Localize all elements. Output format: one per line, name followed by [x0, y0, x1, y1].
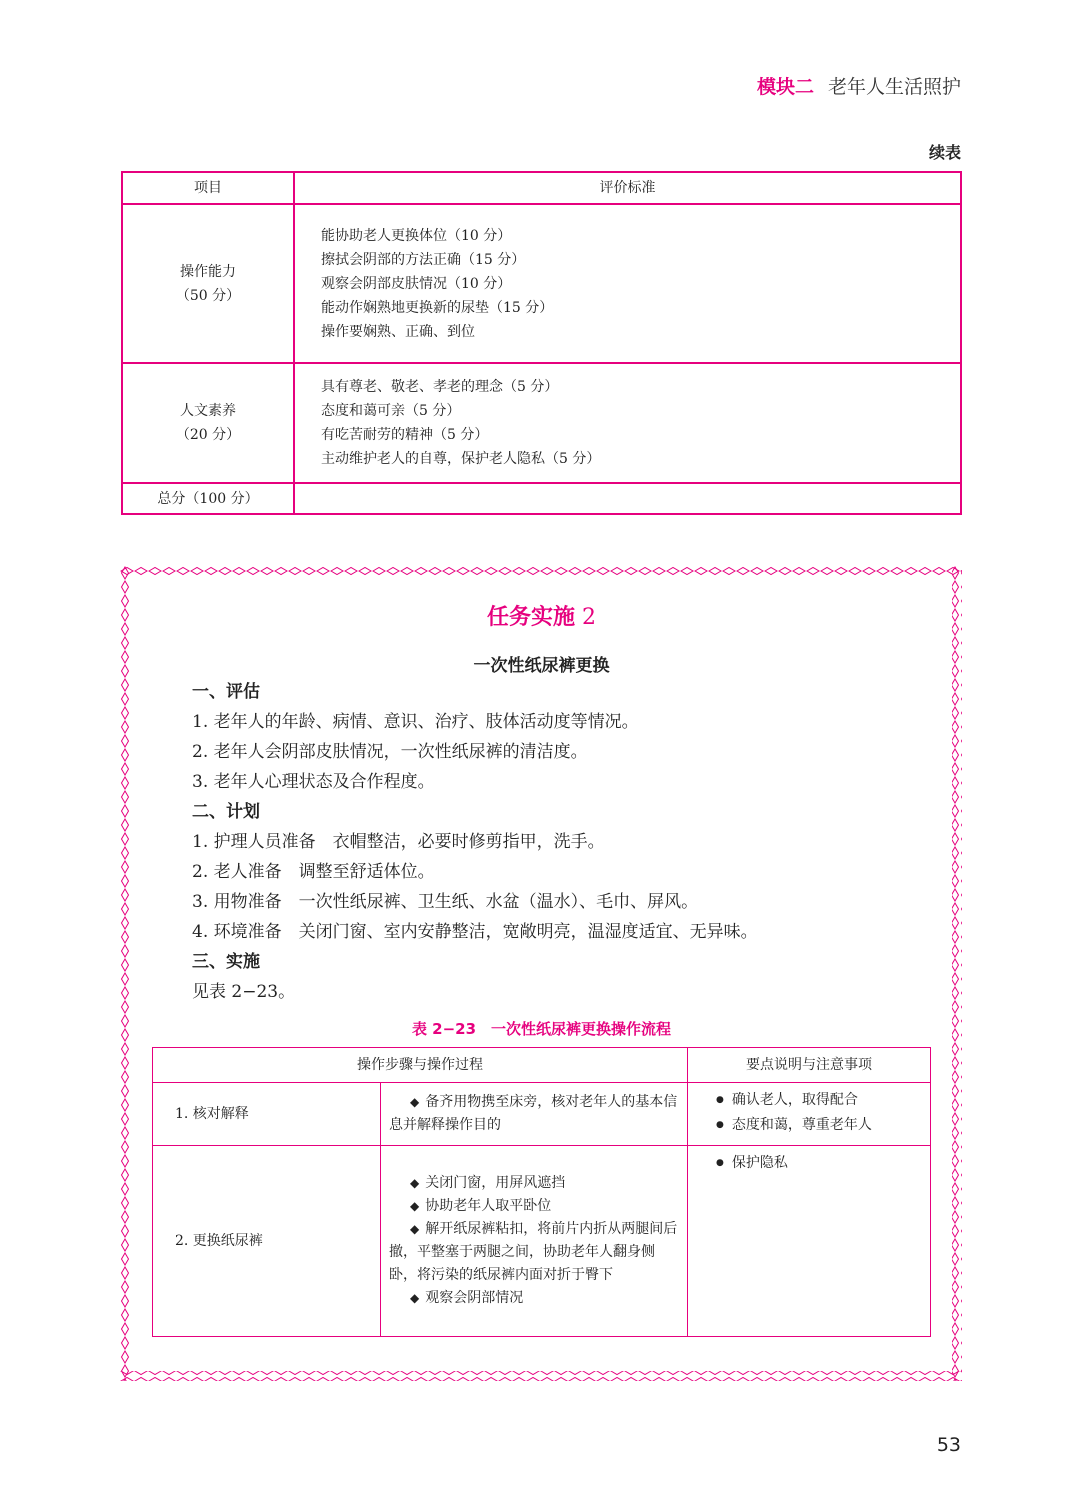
- criterion: 具有尊老、敬老、孝老的理念（5 分）: [321, 379, 559, 395]
- plan-item: 4. 环境准备 关闭门窗、室内安静整洁，宽敞明亮，温湿度适宜、无异味。: [192, 922, 758, 942]
- header-notes: 要点说明与注意事项: [688, 1048, 931, 1083]
- page-number: 53: [936, 1434, 961, 1456]
- step-notes: [688, 1083, 931, 1146]
- running-header: [757, 72, 961, 99]
- criterion: 能协助老人更换体位（10 分）: [321, 227, 512, 244]
- table-header-row: [153, 1048, 931, 1083]
- procedure-table: [152, 1047, 931, 1337]
- continued-label: 续表: [928, 143, 961, 162]
- step-label: 2. 更换纸尿裤: [153, 1146, 381, 1337]
- criterion: 主动维护老人的自尊，保护老人隐私（5 分）: [321, 451, 601, 467]
- plan-item: 1. 护理人员准备 衣帽整洁，必要时修剪指甲，洗手。: [192, 832, 605, 852]
- criterion: 操作要娴熟、正确、到位: [321, 323, 475, 340]
- row-score: （20 分）: [175, 427, 241, 443]
- criterion: 观察会阴部皮肤情况（10 分）: [321, 275, 512, 292]
- process-item: ◆ 观察会阴部情况: [389, 1287, 679, 1310]
- table-header-row: [122, 172, 961, 204]
- module-label: 模块二: [756, 76, 814, 98]
- row-item: 操作能力: [180, 263, 236, 280]
- table-total-row: [122, 483, 961, 514]
- header-criteria: 评价标准: [294, 172, 961, 204]
- total-value: [294, 483, 961, 514]
- criterion: 能动作娴熟地更换新的尿垫（15 分）: [321, 299, 554, 316]
- evaluation-table: [121, 171, 962, 515]
- row-criteria: [294, 363, 961, 483]
- task-title: [0, 600, 1083, 631]
- table-row: [153, 1083, 931, 1146]
- assess-item: 2. 老年人会阴部皮肤情况，一次性纸尿裤的清洁度。: [192, 742, 588, 762]
- process-item: ◆ 备齐用物携至床旁，核对老年人的基本信息并解释操作目的: [389, 1091, 679, 1137]
- plan-item: 3. 用物准备 一次性纸尿裤、卫生纸、水盆（温水）、毛巾、屏风。: [192, 892, 699, 912]
- note-item: ● 态度和蔼，尊重老年人: [716, 1114, 922, 1139]
- assess-item: 3. 老年人心理状态及合作程度。: [192, 772, 435, 792]
- process-item: ◆ 解开纸尿裤粘扣，将前片内折从两腿间后撤，平整塞于两腿之间，协助老年人翻身侧卧，将污染的纸尿裤内面对折于臀下: [389, 1218, 679, 1287]
- section-heading-plan: 二、计划: [192, 802, 260, 822]
- see-table-text: 见表 2−23。: [192, 982, 296, 1002]
- row-item-cell: [122, 204, 294, 363]
- step-label: 1. 核对解释: [153, 1083, 381, 1146]
- criterion: 有吃苦耐劳的精神（5 分）: [321, 427, 489, 443]
- section-heading-assess: 一、评估: [192, 682, 260, 702]
- table-row: [122, 204, 961, 363]
- criterion: 擦拭会阴部的方法正确（15 分）: [321, 251, 526, 268]
- step-process: [381, 1083, 688, 1146]
- criterion: 态度和蔼可亲（5 分）: [321, 403, 461, 419]
- row-criteria: [294, 204, 961, 363]
- header-steps: 操作步骤与操作过程: [153, 1048, 688, 1083]
- row-item-cell: [122, 363, 294, 483]
- section-heading-implement: 三、实施: [192, 952, 260, 972]
- chapter-title: 老年人生活照护: [827, 76, 961, 98]
- task-title-text: 任务实施: [486, 605, 575, 630]
- row-item: 人文素养: [180, 403, 236, 419]
- task-subtitle: 一次性纸尿裤更换: [473, 656, 610, 676]
- step-notes: [688, 1146, 931, 1337]
- header-item: 项目: [122, 172, 294, 204]
- total-label: 总分（100 分）: [122, 483, 294, 514]
- table-row: [122, 363, 961, 483]
- table-row: [153, 1146, 931, 1337]
- table-caption: 表 2−23 一次性纸尿裤更换操作流程: [411, 1020, 672, 1038]
- note-item: ● 确认老人，取得配合: [716, 1089, 922, 1114]
- row-score: （50 分）: [175, 287, 241, 304]
- process-item: ◆ 协助老年人取平卧位: [389, 1195, 679, 1218]
- plan-item: 2. 老人准备 调整至舒适体位。: [192, 862, 435, 882]
- task-body: [192, 677, 758, 1007]
- process-item: ◆ 关闭门窗，用屏风遮挡: [389, 1172, 679, 1195]
- step-process: [381, 1146, 688, 1337]
- task-number: 2: [582, 605, 596, 630]
- note-item: ● 保护隐私: [716, 1152, 922, 1177]
- assess-item: 1. 老年人的年龄、病情、意识、治疗、肢体活动度等情况。: [192, 712, 639, 732]
